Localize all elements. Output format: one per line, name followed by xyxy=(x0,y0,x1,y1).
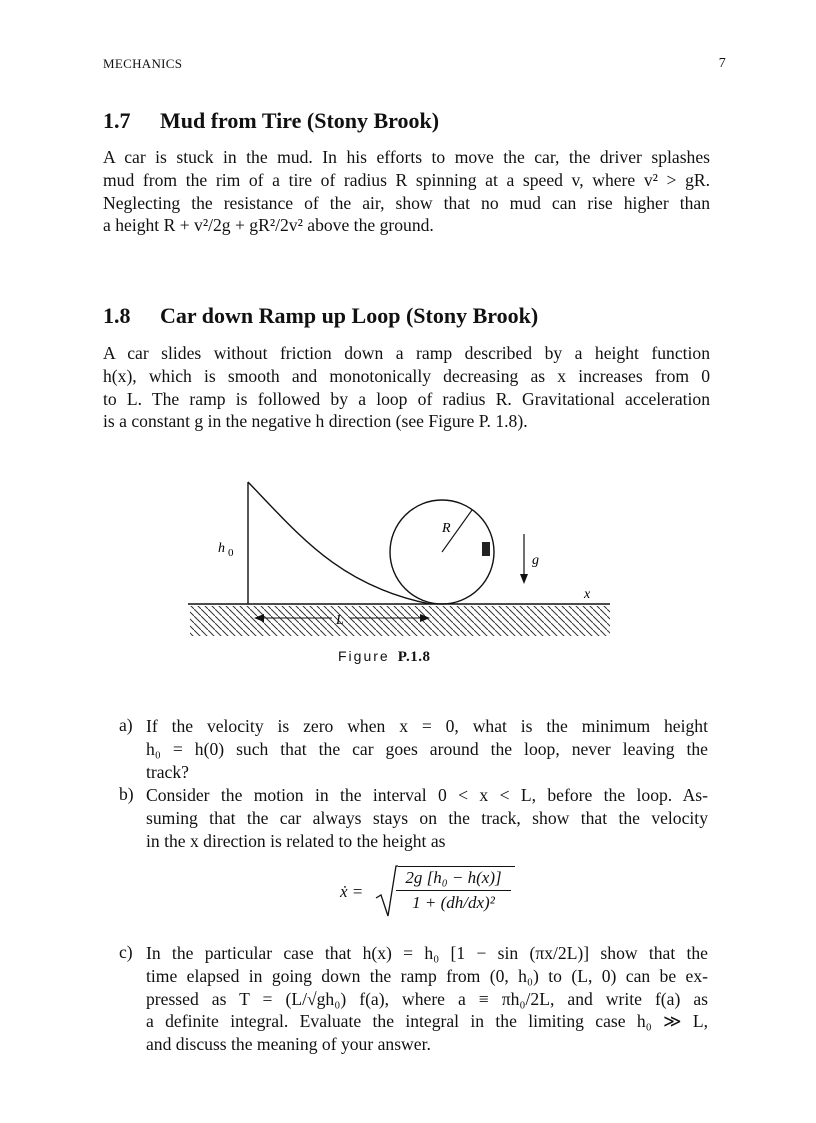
body-line: A car is stuck in the mud. In his efforts to move the car, the driver splashes xyxy=(103,147,710,167)
figure-caption-label: P.1.8 xyxy=(397,649,431,665)
body-line: A car slides without friction down a ramp described by a height function xyxy=(103,343,710,363)
equation-fraction xyxy=(396,868,511,913)
item-a-label: a) xyxy=(119,715,133,735)
label-h0-sub: 0 xyxy=(228,547,234,559)
item-c-text xyxy=(146,942,708,1056)
label-g: g xyxy=(532,553,539,568)
item-line: and discuss the meaning of your answer. xyxy=(146,1034,431,1055)
item-line: h₀ = h(0) such that the car goes around the loop, never leaving the xyxy=(146,738,708,759)
section-1-7-body xyxy=(103,146,710,237)
label-h0-main: h xyxy=(218,541,225,556)
equation-denominator: 1 + (dh/dx)² xyxy=(412,893,495,912)
label-x: x xyxy=(584,587,591,602)
equation-lhs: ẋ = xyxy=(340,882,364,901)
item-line: time elapsed in going down the ramp from (0, h₀) to (L, 0) can be ex- xyxy=(146,965,708,986)
figure-caption-word: Figure xyxy=(338,648,390,664)
item-a-text xyxy=(146,715,708,783)
item-line: pressed as T = (L/√gh₀) f(a), where a ≡ πh₀/2L, and write f(a) as xyxy=(146,988,708,1009)
item-line: in the x direction is related to the height as xyxy=(146,830,446,851)
sqrt-sign xyxy=(374,864,398,920)
section-1-7-title: Mud from Tire (Stony Brook) xyxy=(160,108,440,133)
gravity-arrowhead xyxy=(520,574,528,584)
section-1-8-number: 1.8 xyxy=(103,303,131,328)
body-line: Neglecting the resistance of the air, show that no mud can rise higher than xyxy=(103,192,710,213)
item-b-label: b) xyxy=(119,784,134,804)
item-line: a definite integral. Evaluate the integral in the limiting case h₀ ≫ L, xyxy=(146,1011,708,1032)
section-1-8-body xyxy=(103,342,710,433)
body-line: a height R + v²/2g + gR²/2v² above the ground. xyxy=(103,215,434,236)
item-line: If the velocity is zero when x = 0, what is the minimum height xyxy=(146,716,708,736)
ground-hatching xyxy=(190,606,610,636)
item-line: suming that the car always stays on the track, show that the velocity xyxy=(146,807,708,828)
section-1-8-title: Car down Ramp up Loop (Stony Brook) xyxy=(160,303,539,328)
label-h0 xyxy=(218,541,234,559)
section-1-8-heading xyxy=(103,303,538,329)
label-L: L xyxy=(336,613,344,628)
body-line: mud from the rim of a tire of radius R spinning at a speed v, where v² > gR. xyxy=(103,169,710,190)
running-title: MECHANICS xyxy=(103,56,183,71)
item-line: track? xyxy=(146,761,189,782)
car-icon xyxy=(482,542,490,556)
label-R: R xyxy=(442,521,451,536)
section-1-7-number: 1.7 xyxy=(103,108,131,133)
sqrt-vinculum xyxy=(398,866,515,867)
ramp-loop-figure xyxy=(180,476,620,640)
item-b-text xyxy=(146,784,708,852)
velocity-equation xyxy=(340,864,540,924)
item-c-label: c) xyxy=(119,942,133,962)
page-number: 7 xyxy=(718,56,726,71)
running-header xyxy=(103,56,726,74)
figure-caption xyxy=(338,648,430,666)
item-line: Consider the motion in the interval 0 < x < L, before the loop. As- xyxy=(146,785,708,805)
item-line: In the particular case that h(x) = h₀ [1 − sin (πx/2L)] show that the xyxy=(146,943,708,963)
equation-numerator: 2g [h₀ − h(x)] xyxy=(396,868,511,891)
body-line: h(x), which is smooth and monotonically decreasing as x increases from 0 xyxy=(103,365,710,386)
body-line: is a constant g in the negative h direction (see Figure P. 1.8). xyxy=(103,411,528,432)
body-line: to L. The ramp is followed by a loop of radius R. Gravitational acceleration xyxy=(103,388,710,409)
section-1-7-heading xyxy=(103,108,439,134)
